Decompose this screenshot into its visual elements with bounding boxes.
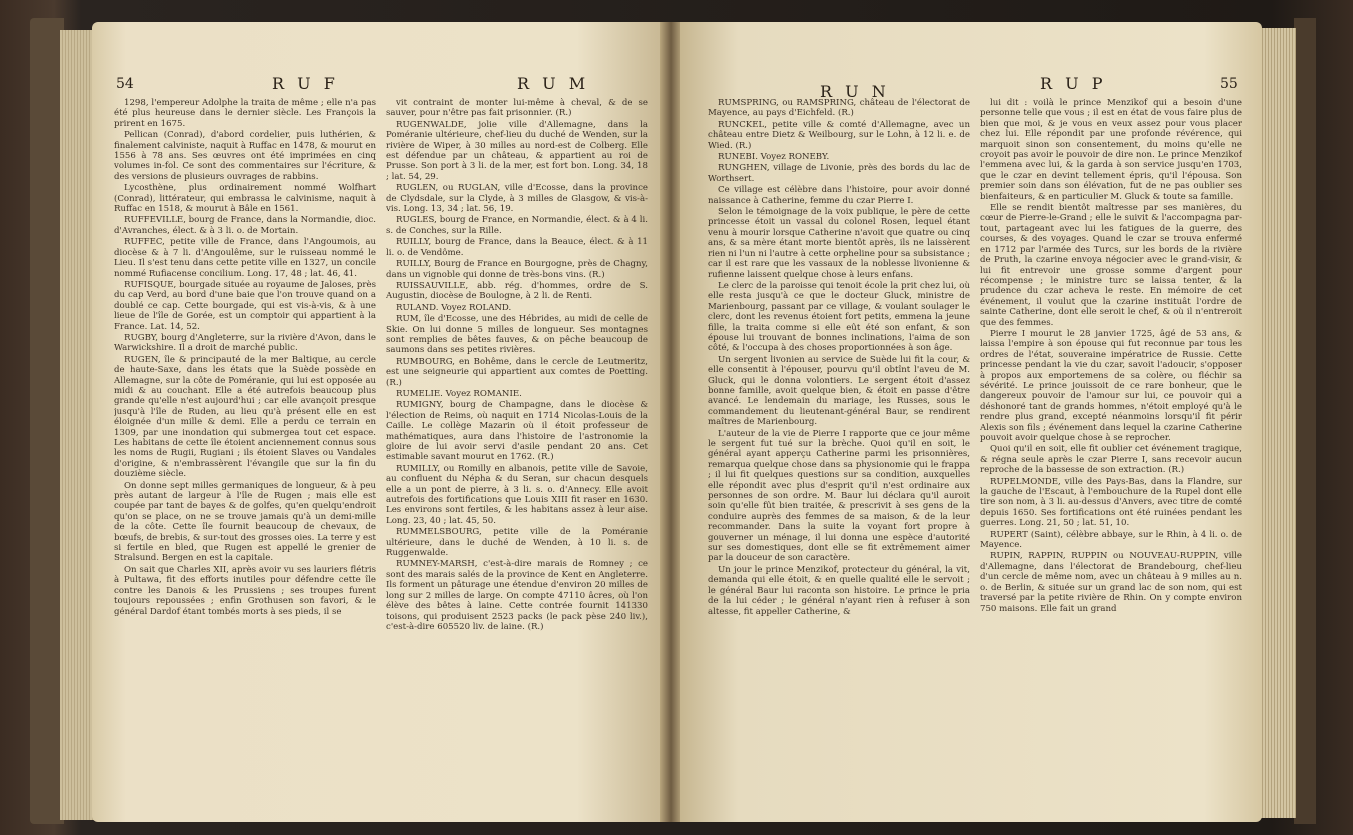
page-edges-right: [1260, 28, 1296, 818]
left-page-column-2: [386, 98, 648, 808]
right-page-column-2: [980, 98, 1242, 808]
paragraph: RUPIN, RAPPIN, RUPPIN ou NOUVEAU-RUPPIN, ville d'Allemagne, dans l'électorat de Brandebourg, chef-lieu d'un cercle de même nom, avec un château à 9 milles au n. o. de Berlin, & située sur un grand lac de son nom, qui est traversé par la petite rivière de Rhin. On y compte environ 750 maisons. Elle fait un grand: [980, 551, 1242, 614]
paragraph: RUMIGNY, bourg de Champagne, dans le diocèse & l'élection de Reims, où naquit en 1714 Nicolas-Louis de la Caille. Le collège Mazarin où il étoit professeur de mathématiques, aura dans l'histoire de l'astronomie la gloire de lui avoir servi d'asile pendant 20 ans. Cet estimable savant mourut en 1762. (R.): [386, 400, 648, 463]
paragraph: RUMELIE. Voyez ROMANIE.: [396, 388, 522, 399]
paragraph: RUMBOURG, en Bohême, dans le cercle de Leutmeritz, est une seigneurie qui appartient aux comtes de Poetting. (R.): [386, 356, 648, 388]
paragraph: RUPELMONDE, ville des Pays-Bas, dans la Flandre, sur la gauche de l'Escaut, à l'embouchure de la Rupel dont elle tire son nom, à 3 li. au-dessus d'Anvers, avec titre de comté depuis 1650. Ses fortifications ont été ruinées pendant les guerres. Long. 21, 50 ; lat. 51, 10.: [980, 476, 1242, 529]
paragraph: Ce village est célèbre dans l'histoire, pour avoir donné naissance à Catherine, femme du czar Pierre I.: [708, 185, 970, 206]
paragraph: RUMSPRING, ou RAMSPRING, château de l'électorat de Mayence, au pays d'Eichfeld. (R.): [708, 98, 970, 119]
paragraph: Quoi qu'il en soit, elle fit oublier cet événement tragique, & régna seule après le czar Pierre I, sans recevoir aucun reproche de la bassesse de son extraction. (R.): [980, 444, 1242, 476]
paragraph: Pierre I mourut le 28 janvier 1725, âgé de 53 ans, & laissa l'empire à son épouse qui fut reconnue par tous les ordres de l'état, souveraine impératrice de Russie. Cette princesse pendant la vie du czar, savoit l'adoucir, s'opposer à propos aux emportemens de sa colère, ou fléchir sa sévérité. Le prince jouissoit de ce rare bonheur, que le dangereux pouvoir de l'amour sur lui, ce pouvoir qui a déshonoré tant de grands hommes, n'étoit employé qu'à le rendre plus grand, excepté néanmoins lorsqu'il fit périr Alexis son fils ; événement dans lequel la czarine Catherine pouvoit avoir quelque chose à se reprocher.: [980, 328, 1242, 443]
paragraph: RUM, île d'Ecosse, une des Hébrides, au midi de celle de Skie. On lui donne 5 milles de longueur. Ses montagnes sont remplies de bêtes fauves, & on pêche beaucoup de saumons dans ses petites rivières.: [386, 314, 648, 356]
page-edges-left: [60, 30, 94, 820]
left-page: [92, 22, 662, 822]
left-running-head-right: R U M: [517, 74, 590, 93]
paragraph: Un sergent livonien au service de Suède lui fit la cour, & elle consentit à l'épouser, pourvu qu'il obtînt l'aveu de M. Gluck, qui le donna volontiers. Le sergent étoit d'assez bonne famille, avoit quelque bien, & étoit en passe d'être avancé. Le lendemain du mariage, les Russes, sous le commandement du lieutenant-général Baur, se rendirent maîtres de Marienbourg.: [708, 354, 970, 428]
paragraph: Pellican (Conrad), d'abord cordelier, puis luthérien, & finalement calviniste, naquit à Ruffac en 1478, & mourut en 1556 à 78 ans. Ses œuvres ont été imprimées en cinq volumes in-fol. Ce sont des commentaires sur l'écriture, & des versions de plusieurs ouvrages de rabbins.: [114, 130, 376, 182]
book-cover-right: [1294, 18, 1316, 824]
paragraph: RUFFEVILLE, bourg de France, dans la Normandie, dioc. d'Avranches, élect. & à 3 li. o. de Mortain.: [114, 215, 376, 236]
paragraph: RUGLES, bourg de France, en Normandie, élect. & à 4 li. s. de Conches, sur la Rille.: [386, 215, 648, 236]
paragraph: RUISSAUVILLE, abb. rég. d'hommes, ordre de S. Augustin, diocèse de Boulogne, à 2 li. de Renti.: [386, 280, 648, 302]
paragraph: RUPERT (Saint), célèbre abbaye, sur le Rhin, à 4 li. o. de Mayence.: [980, 529, 1242, 551]
paragraph: 1298, l'empereur Adolphe la traita de même ; elle n'a pas été plus heureuse dans le dernier siècle. Les François la prirent en 1675.: [114, 98, 376, 129]
paragraph: RUMILLY, ou Romilly en albanois, petite ville de Savoie, au confluent du Népha & du Seran, sur chacun desquels elle a un pont de pierre, à 3 li. s. o. d'Annecy. Elle avoit autrefois des fortifications que Louis XIII fit raser en 1630. Les environs sont fertiles, & les habitans assez à leur aise. Long. 23, 40 ; lat. 45, 50.: [386, 463, 648, 526]
paragraph: L'auteur de la vie de Pierre I rapporte que ce jour même le sergent fut tué sur la brèche. Quoi qu'il en soit, le général ayant apperçu Catherine parmi les prisonnières, remarqua quelque chose dans sa physionomie qui le frappa ; il lui fit quelques questions sur sa condition, auxquelles elle répondit avec plus d'esprit qu'il n'est ordinaire aux personnes de son ordre. M. Baur lui déclara qu'il auroit soin qu'elle fût bien traitée, & prescrivit à ses gens de la conduire auprès des femmes de sa maison, & de la leur recommander. Dans la suite la voyant fort propre à gouverner un ménage, il lui donna une espèce d'autorité sur ses domestiques, dont elle se fit extrêmement aimer par la douceur de son caractère.: [708, 428, 970, 564]
paragraph: Selon le témoignage de la voix publique, le père de cette princesse étoit un vassal du colonel Rosen, lequel étant venu à mourir lorsque Catherine n'avoit que quatre ou cinq ans, & sa mère étant morte bientôt après, ils ne laissèrent rien ni l'un ni l'autre à cette orpheline pour sa subsistance ; car il est rare que les vassaux de la noblesse livonienne & rufienne laissent quelque chose à leurs enfans.: [708, 207, 970, 280]
left-page-column-1: [114, 98, 376, 808]
paragraph: RUGENWALDE, jolie ville d'Allemagne, dans la Poméranie ultérieure, chef-lieu du duché de Wenden, sur la rivière de Wiper, à 30 milles au nord-est de Colberg. Elle est défendue par un château, & appartient au roi de Prusse. Son port à 3 li. de la mer, est fort bon. Long. 34, 18 ; lat. 54, 29.: [386, 119, 648, 182]
paragraph: Elle se rendit bientôt maîtresse par ses manières, du cœur de Pierre-le-Grand ; elle le suivit & l'accompagna par-tout, partageant avec lui les fatigues de la guerre, des courses, & des voyages. Quand le czar se trouva enfermé en 1712 par l'armée des Turcs, sur les bords de la rivière de Pruth, la czarine envoya négocier avec le grand-visir, & lui fit entrevoir une grosse somme d'argent pour récompense ; le ministre turc se laissa tenter, & la prudence du czar acheva le reste. En mémoire de cet événement, il voulut que la czarine instituât l'ordre de sainte Catherine, dont elle seroit le chef, & où il n'entreroit que des femmes.: [980, 203, 1242, 328]
book-gutter: [660, 22, 682, 822]
paragraph: RULAND. Voyez ROLAND.: [396, 302, 512, 313]
right-running-head-right: R U P: [1040, 74, 1107, 93]
left-running-head-left: R U F: [272, 74, 339, 93]
paragraph: On sait que Charles XII, après avoir vu ses lauriers flétris à Pultawa, fit des efforts inutiles pour défendre cette île contre les Danois & les Prussiens ; ses troupes furent toujours repoussées ; enfin Grothusen son favori, & le général Dardof étant tombés morts à ses pieds, il se: [114, 564, 376, 617]
paragraph: vit contraint de monter lui-même à cheval, & de se sauver, pour n'être pas fait prisonnier. (R.): [386, 98, 648, 119]
paragraph: RUGBY, bourg d'Angleterre, sur la rivière d'Avon, dans le Warwickshire. Il a droit de marché public.: [114, 332, 376, 354]
paragraph: Un jour le prince Menzikof, protecteur du général, la vit, demanda qui elle étoit, & en quelle qualité elle le servoit ; le général Baur lui raconta son histoire. Le prince le pria de la lui céder ; le général n'ayant rien à refuser à son altesse, fit appeller Catherine, &: [708, 564, 970, 617]
right-page: [680, 22, 1262, 822]
paragraph: lui dit : voilà le prince Menzikof qui a besoin d'une personne telle que vous ; il est en état de vous faire plus de bien que moi, & je vous en veux assez pour vous placer chez lui. Elle répondit par une profonde révérence, qui marquoit sinon son consentement, du moins qu'elle ne croyoit pas avoir le pouvoir de dire non. Le prince Menzikof l'emmena avec lui, & la garda à son service jusqu'en 1703, que le czar en devint tellement épris, qu'il l'épousa. Son premier soin dans son élévation, fut de ne pas oublier ses bienfaiteurs, & en particulier M. Gluck & toute sa famille.: [980, 98, 1242, 202]
paragraph: RUILLY, Bourg de France en Bourgogne, près de Chagny, dans un vignoble qui donne de très-bons vins. (R.): [386, 259, 648, 280]
paragraph: RUNEBI. Voyez RONEBY.: [718, 152, 830, 163]
left-page-number: 54: [116, 76, 134, 92]
right-running-head-left: R U N: [820, 82, 890, 101]
paragraph: Lycosthène, plus ordinairement nommé Wolfhart (Conrad), littérateur, qui embrassa le calvinisme, naquit à Ruffac en 1518, & mourut à Bâle en 1561.: [114, 183, 376, 215]
paragraph: RUFFEC, petite ville de France, dans l'Angoumois, au diocèse & à 7 li. d'Angoulême, sur le ruisseau nommé le Lieu. Il s'est tenu dans cette petite ville en 1327, un concile nommé Rufiacense concilium. Long. 17, 48 ; lat. 46, 41.: [114, 237, 376, 279]
paragraph: RUNCKEL, petite ville & comté d'Allemagne, avec un château entre Dietz & Weilbourg, sur le Lohn, à 12 li. e. de Wied. (R.): [708, 119, 970, 151]
paragraph: On donne sept milles germaniques de longueur, & à peu près autant de largeur à l'île de Rugen ; mais elle est coupée par tant de bayes & de golfes, qu'en quelqu'endroit qu'on se place, on ne se trouve jamais qu'à un demi-mille de la côte. Cette île fournit beaucoup de chevaux, de bœufs, de brebis, & sur-tout des grosses oies. La terre y est si fertile en bled, que Rugen est appellé le grenier de Stralsund. Bergen en est la capitale.: [114, 480, 376, 564]
paragraph: RUFISQUE, bourgade située au royaume de Jaloses, près du cap Verd, au bord d'une baie que l'on trouve quand on a doublé ce cap. Cette bourgade, qui est vis-à-vis, & à une lieue de l'île de Gorée, est un comptoir qui appartient à la France. Lat. 14, 52.: [114, 279, 376, 332]
paragraph: RUGLEN, ou RUGLAN, ville d'Ecosse, dans la province de Clydsdale, sur la Clyde, à 3 milles de Glasgow, & vis-à-vis. Long. 13, 34 ; lat. 56, 19.: [386, 183, 648, 215]
book-cover-left: [30, 18, 64, 824]
paragraph: RUGEN, île & principauté de la mer Baltique, au cercle de haute-Saxe, dans les états que la Suède possède en Allemagne, sur la côte de Poméranie, qui lui est opposée au midi & au couchant. Elle a été autrefois beaucoup plus grande qu'elle n'est aujourd'hui ; car elle avançoit presque jusqu'à l'île de Ruden, au lieu qu'à présent elle en est éloignée d'un mille & demi. Elle a perdu ce terrain en 1309, par une inondation qui submergea tout cet espace. Les habitans de cette île étoient anciennement connus sous les noms de Rugii, Rugiani ; ils étoient Slaves ou Vandales d'origine, & n'embrassèrent l'évangile que sur la fin du douzième siècle.: [114, 354, 376, 480]
paragraph: Le clerc de la paroisse qui tenoit école la prit chez lui, où elle resta jusqu'à ce que le docteur Gluck, ministre de Marienbourg, passant par ce village, & voulant soulager le clerc, dont les revenus étoient fort petits, emmena la jeune fille, la traita comme si elle eût été son enfant, & son épouse lui trouvant de bonnes inclinations, l'aima de son côté, & l'occupa à des choses proportionnées à son âge.: [708, 280, 970, 354]
paragraph: RUILLY, bourg de France, dans la Beauce, élect. & à 11 li. o. de Vendôme.: [386, 237, 648, 258]
right-page-column-1: [708, 98, 970, 808]
paragraph: RUNGHEN, village de Livonie, près des bords du lac de Worthsert.: [708, 163, 970, 184]
paragraph: RUMMELSBOURG, petite ville de la Poméranie ultérieure, dans le duché de Wenden, à 10 li. s. de Ruggenwalde.: [386, 527, 648, 559]
paragraph: RUMNEY-MARSH, c'est-à-dire marais de Romney ; ce sont des marais salés de la province de Kent en Angleterre. Ils forment un pâturage une étendue d'environ 20 milles de long sur 2 milles de large. On compte 47110 âcres, où l'on élève des bêtes à laine. Cette contrée fournit 141330 toisons, qui produisent 2523 packs (le pack pèse 240 liv.), c'est-à-dire 605520 liv. de laine. (R.): [386, 559, 648, 632]
right-page-number: 55: [1220, 76, 1238, 92]
